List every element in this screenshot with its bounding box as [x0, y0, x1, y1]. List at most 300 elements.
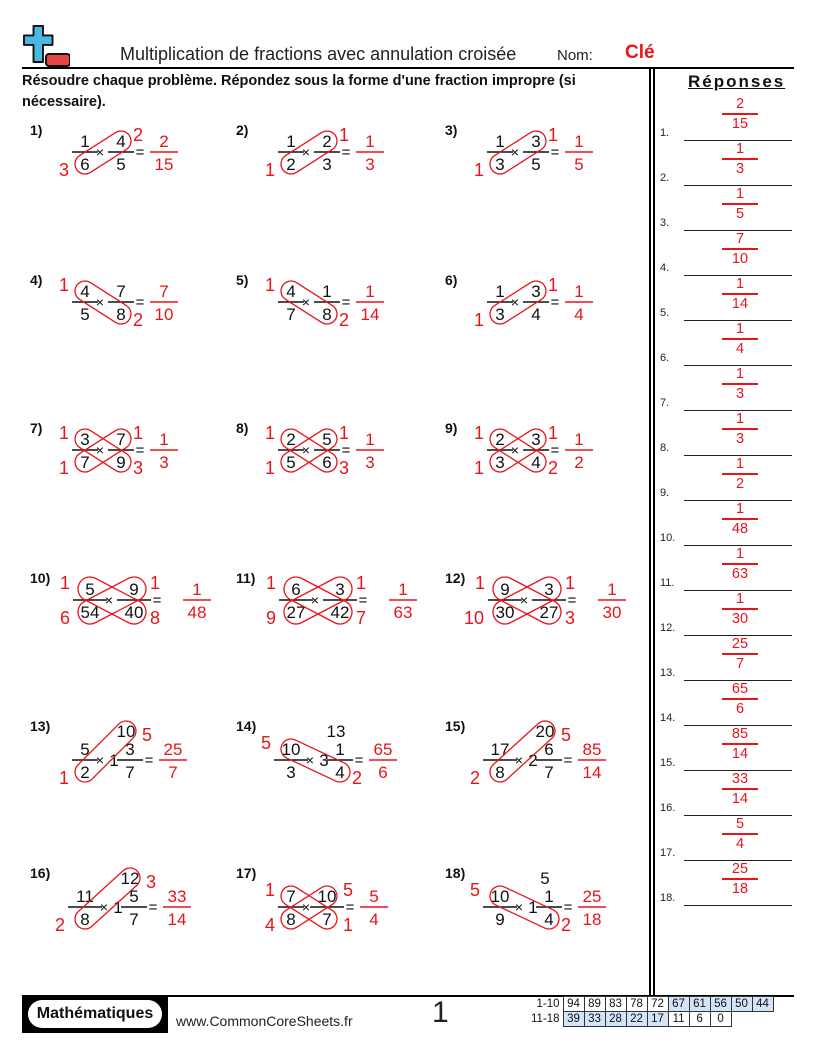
problem: [445, 272, 645, 372]
svg-text:10: 10: [281, 740, 301, 759]
answer-number: 18.: [660, 892, 676, 904]
problem-number: 4): [30, 272, 43, 288]
svg-text:2: 2: [286, 430, 296, 449]
svg-text:=: =: [550, 442, 560, 459]
svg-text:×: ×: [95, 442, 105, 458]
answer-number: 2.: [660, 172, 670, 184]
problem: [236, 865, 436, 965]
svg-text:5: 5: [80, 305, 90, 324]
problem-number: 11): [236, 570, 256, 586]
score-range-label: 1-10: [536, 998, 560, 1010]
svg-text:1: 1: [286, 132, 296, 151]
fraction-bar: [722, 653, 758, 655]
answer-number: 12.: [660, 622, 676, 634]
name-value: Clé: [625, 42, 655, 63]
problem: [30, 570, 230, 670]
svg-text:30: 30: [495, 603, 515, 622]
svg-text:12: 12: [120, 869, 140, 888]
answer-numerator: 1: [735, 501, 745, 517]
svg-text:5: 5: [141, 725, 153, 745]
answer-denominator: 2: [735, 475, 745, 492]
svg-text:7: 7: [286, 887, 296, 906]
score-cell: 78: [626, 997, 647, 1012]
score-cell: 83: [605, 997, 626, 1012]
answer-numerator: 25: [731, 636, 749, 652]
svg-text:4: 4: [369, 910, 379, 929]
svg-text:×: ×: [301, 442, 311, 458]
svg-text:10: 10: [116, 722, 136, 741]
answer-denominator: 14: [731, 745, 749, 762]
answer-fraction: [720, 771, 760, 807]
svg-text:1: 1: [335, 740, 345, 759]
svg-text:14: 14: [167, 910, 187, 929]
svg-text:=: =: [341, 442, 351, 459]
fraction-bar: [722, 743, 758, 745]
svg-text:14: 14: [360, 305, 380, 324]
score-cell: 0: [710, 1012, 731, 1027]
answer-number: 5.: [660, 307, 670, 319]
svg-text:10: 10: [154, 305, 174, 324]
score-row: [528, 997, 773, 1012]
answer-numerator: 1: [735, 141, 745, 157]
answer-row: [660, 321, 792, 366]
problem-number: 8): [236, 420, 249, 436]
problem: [236, 570, 436, 670]
answer-numerator: 85: [731, 726, 749, 742]
fraction-bar: [722, 563, 758, 565]
answer-numerator: 1: [735, 366, 745, 382]
answer-numerator: 1: [735, 411, 745, 427]
answer-fraction: [720, 186, 760, 222]
header-divider: [22, 67, 794, 69]
svg-text:4: 4: [286, 282, 296, 301]
svg-text:3: 3: [564, 608, 576, 628]
svg-text:6: 6: [291, 580, 301, 599]
svg-text:1: 1: [58, 275, 70, 295]
fraction-bar: [722, 473, 758, 475]
svg-text:30: 30: [602, 603, 622, 622]
problem-number: 18): [445, 865, 466, 881]
answer-denominator: 7: [735, 655, 745, 672]
svg-text:3: 3: [159, 453, 169, 472]
problem-expression: [445, 122, 645, 222]
problem-number: 12): [445, 570, 466, 586]
svg-text:6: 6: [544, 740, 554, 759]
problem-number: 6): [445, 272, 458, 288]
answer-row: [660, 681, 792, 726]
svg-text:×: ×: [99, 899, 109, 915]
svg-text:1: 1: [192, 580, 202, 599]
plus-minus-logo-icon: [22, 20, 70, 68]
svg-text:5: 5: [560, 725, 572, 745]
answer-number: 1.: [660, 127, 670, 139]
answer-denominator: 6: [735, 700, 745, 717]
score-cell: 61: [689, 997, 710, 1012]
svg-text:1: 1: [338, 125, 350, 145]
svg-text:27: 27: [286, 603, 306, 622]
svg-text:2: 2: [351, 768, 363, 788]
svg-text:3: 3: [531, 132, 541, 151]
svg-text:2: 2: [547, 458, 559, 478]
answer-line: [684, 905, 792, 907]
svg-text:14: 14: [582, 763, 602, 782]
svg-text:7: 7: [159, 282, 169, 301]
svg-text:1: 1: [547, 275, 559, 295]
svg-text:33: 33: [167, 887, 187, 906]
svg-text:54: 54: [80, 603, 100, 622]
svg-text:3: 3: [495, 305, 505, 324]
svg-text:6: 6: [80, 155, 90, 174]
answer-fraction: [720, 726, 760, 762]
problem: [30, 272, 230, 372]
problem: [445, 122, 645, 222]
svg-text:2: 2: [286, 155, 296, 174]
fraction-bar: [722, 698, 758, 700]
svg-text:7: 7: [286, 305, 296, 324]
svg-text:1: 1: [473, 423, 485, 443]
page-number: 1: [432, 996, 449, 1029]
problem-expression: [30, 272, 230, 372]
score-cell: 50: [731, 997, 752, 1012]
svg-text:5: 5: [540, 869, 550, 888]
svg-text:7: 7: [116, 282, 126, 301]
score-cell: 22: [626, 1012, 647, 1027]
answer-fraction: [720, 861, 760, 897]
svg-text:2: 2: [322, 132, 332, 151]
answer-number: 9.: [660, 487, 670, 499]
svg-text:×: ×: [95, 144, 105, 160]
score-cell: 44: [752, 997, 773, 1012]
problem-number: 9): [445, 420, 458, 436]
problem-expression: [236, 122, 436, 222]
answer-row: [660, 501, 792, 546]
answer-fraction: [720, 366, 760, 402]
svg-text:1: 1: [322, 282, 332, 301]
svg-text:1: 1: [342, 915, 354, 935]
svg-text:4: 4: [335, 763, 345, 782]
svg-text:=: =: [152, 592, 162, 609]
answer-number: 4.: [660, 262, 670, 274]
problem-expression: [236, 718, 436, 818]
answer-denominator: 30: [731, 610, 749, 627]
answer-fraction: [720, 231, 760, 267]
svg-text:1: 1: [109, 751, 119, 770]
svg-text:=: =: [135, 442, 145, 459]
answer-row: [660, 141, 792, 186]
svg-text:=: =: [144, 752, 154, 769]
score-table: [528, 996, 774, 1027]
score-cell: 89: [584, 997, 605, 1012]
svg-text:8: 8: [80, 910, 90, 929]
svg-text:1: 1: [58, 458, 70, 478]
problem: [30, 865, 230, 965]
svg-text:×: ×: [510, 442, 520, 458]
svg-text:6: 6: [59, 608, 71, 628]
answer-numerator: 25: [731, 861, 749, 877]
svg-text:1: 1: [544, 887, 554, 906]
problem-expression: [236, 570, 436, 670]
answer-row: [660, 771, 792, 816]
svg-text:7: 7: [116, 430, 126, 449]
svg-text:1: 1: [398, 580, 408, 599]
svg-text:1: 1: [365, 430, 375, 449]
svg-text:=: =: [354, 752, 364, 769]
problem-number: 3): [445, 122, 458, 138]
answer-fraction: [720, 276, 760, 312]
score-cell: 17: [647, 1012, 668, 1027]
answer-numerator: 1: [735, 321, 745, 337]
answer-row: [660, 411, 792, 456]
score-cell: 67: [668, 997, 689, 1012]
problem-number: 15): [445, 718, 466, 734]
fraction-bar: [722, 383, 758, 385]
svg-text:3: 3: [80, 430, 90, 449]
svg-text:×: ×: [510, 144, 520, 160]
answer-numerator: 33: [731, 771, 749, 787]
svg-text:2: 2: [528, 751, 538, 770]
svg-text:1: 1: [474, 573, 486, 593]
svg-text:5: 5: [322, 430, 332, 449]
svg-text:=: =: [550, 294, 560, 311]
answer-numerator: 1: [735, 456, 745, 472]
svg-text:9: 9: [116, 453, 126, 472]
svg-text:=: =: [567, 592, 577, 609]
answer-numerator: 7: [735, 231, 745, 247]
svg-text:2: 2: [495, 430, 505, 449]
worksheet-title: Multiplication de fractions avec annulation croisée: [120, 44, 517, 64]
svg-text:5: 5: [260, 733, 272, 753]
answer-denominator: 10: [731, 250, 749, 267]
problem-expression: [236, 420, 436, 520]
svg-text:1: 1: [264, 880, 276, 900]
fraction-bar: [722, 833, 758, 835]
score-cell: 33: [584, 1012, 605, 1027]
svg-text:6: 6: [322, 453, 332, 472]
svg-text:1: 1: [159, 430, 169, 449]
svg-text:5: 5: [369, 887, 379, 906]
answer-fraction: [720, 681, 760, 717]
answer-number: 17.: [660, 847, 676, 859]
svg-text:4: 4: [531, 453, 541, 472]
svg-text:1: 1: [473, 160, 485, 180]
svg-text:=: =: [135, 294, 145, 311]
svg-text:5: 5: [129, 887, 139, 906]
svg-text:5: 5: [116, 155, 126, 174]
answer-number: 10.: [660, 532, 676, 544]
svg-text:×: ×: [310, 592, 320, 608]
answer-numerator: 1: [735, 591, 745, 607]
answer-row: [660, 816, 792, 861]
svg-text:1: 1: [264, 275, 276, 295]
svg-text:=: =: [135, 144, 145, 161]
score-cell: 6: [689, 1012, 710, 1027]
answer-row: [660, 231, 792, 276]
answers-title: Réponses: [688, 72, 786, 91]
answer-denominator: 15: [731, 115, 749, 132]
score-cell: 39: [563, 1012, 584, 1027]
answer-numerator: 1: [735, 546, 745, 562]
svg-text:10: 10: [317, 887, 337, 906]
problem: [445, 865, 645, 965]
problem: [30, 718, 230, 818]
answer-fraction: [720, 456, 760, 492]
instructions: Résoudre chaque problème. Répondez sous la forme d'une fraction impropre (si nécessaire).: [22, 73, 576, 110]
problem-expression: [445, 718, 645, 818]
answer-number: 16.: [660, 802, 676, 814]
svg-text:2: 2: [132, 125, 144, 145]
fraction-bar: [722, 293, 758, 295]
svg-text:×: ×: [514, 752, 524, 768]
score-cell: 56: [710, 997, 731, 1012]
fraction-bar: [722, 248, 758, 250]
svg-text:3: 3: [338, 458, 350, 478]
svg-text:25: 25: [163, 740, 183, 759]
svg-text:9: 9: [500, 580, 510, 599]
svg-text:8: 8: [286, 910, 296, 929]
problem-number: 1): [30, 122, 43, 138]
answer-row: [660, 591, 792, 636]
answer-number: 13.: [660, 667, 676, 679]
problem: [445, 420, 645, 520]
column-divider: [649, 68, 651, 996]
answer-denominator: 14: [731, 295, 749, 312]
answer-fraction: [720, 321, 760, 357]
answer-number: 14.: [660, 712, 676, 724]
svg-text:=: =: [550, 144, 560, 161]
fraction-bar: [722, 158, 758, 160]
svg-text:17: 17: [490, 740, 510, 759]
svg-text:1: 1: [58, 423, 70, 443]
answer-number: 3.: [660, 217, 670, 229]
svg-text:3: 3: [319, 751, 329, 770]
problem-number: 5): [236, 272, 249, 288]
svg-text:3: 3: [365, 155, 375, 174]
svg-text:4: 4: [544, 910, 554, 929]
problem-expression: [30, 420, 230, 520]
problem: [236, 718, 436, 818]
svg-text:9: 9: [495, 910, 505, 929]
svg-text:7: 7: [544, 763, 554, 782]
svg-text:9: 9: [265, 608, 277, 628]
score-range-label: 11-18: [531, 1013, 560, 1025]
problem-expression: [236, 865, 436, 965]
svg-text:5: 5: [85, 580, 95, 599]
svg-text:2: 2: [469, 768, 481, 788]
answer-row: [660, 726, 792, 771]
svg-text:1: 1: [365, 282, 375, 301]
svg-text:8: 8: [149, 608, 161, 628]
answer-denominator: 63: [731, 565, 749, 582]
answer-fraction: [720, 816, 760, 852]
svg-text:1: 1: [574, 132, 584, 151]
svg-text:5: 5: [80, 740, 90, 759]
svg-text:2: 2: [338, 310, 350, 330]
svg-text:3: 3: [544, 580, 554, 599]
svg-text:=: =: [341, 144, 351, 161]
svg-text:6: 6: [378, 763, 388, 782]
svg-text:3: 3: [531, 282, 541, 301]
answer-denominator: 3: [735, 385, 745, 402]
answer-row: [660, 366, 792, 411]
svg-text:×: ×: [104, 592, 114, 608]
svg-text:3: 3: [531, 430, 541, 449]
score-cell: 28: [605, 1012, 626, 1027]
svg-text:=: =: [358, 592, 368, 609]
answer-number: 8.: [660, 442, 670, 454]
answer-number: 15.: [660, 757, 676, 769]
answer-row: [660, 861, 792, 906]
svg-text:4: 4: [264, 915, 276, 935]
svg-text:1: 1: [355, 573, 367, 593]
svg-text:1: 1: [80, 132, 90, 151]
svg-text:2: 2: [574, 453, 584, 472]
svg-text:1: 1: [132, 423, 144, 443]
svg-text:1: 1: [59, 573, 71, 593]
svg-text:5: 5: [342, 880, 354, 900]
column-divider: [653, 68, 655, 996]
svg-text:4: 4: [574, 305, 584, 324]
answer-row: [660, 96, 792, 141]
svg-text:42: 42: [330, 603, 350, 622]
problem: [236, 420, 436, 520]
svg-text:4: 4: [531, 305, 541, 324]
problem: [30, 420, 230, 520]
answer-numerator: 5: [735, 816, 745, 832]
problem-number: 10): [30, 570, 51, 586]
svg-text:20: 20: [535, 722, 555, 741]
answer-numerator: 1: [735, 276, 745, 292]
fraction-bar: [722, 518, 758, 520]
svg-text:10: 10: [490, 887, 510, 906]
svg-text:=: =: [563, 899, 573, 916]
site-url: www.CommonCoreSheets.fr: [176, 1013, 353, 1029]
svg-text:1: 1: [365, 132, 375, 151]
svg-text:11: 11: [76, 887, 94, 906]
fraction-bar: [722, 113, 758, 115]
answer-denominator: 3: [735, 160, 745, 177]
svg-text:×: ×: [305, 752, 315, 768]
problem-expression: [445, 420, 645, 520]
svg-text:1: 1: [547, 423, 559, 443]
svg-text:=: =: [341, 294, 351, 311]
svg-text:2: 2: [80, 763, 90, 782]
svg-text:4: 4: [80, 282, 90, 301]
svg-text:7: 7: [125, 763, 135, 782]
svg-text:1: 1: [265, 573, 277, 593]
svg-text:×: ×: [510, 294, 520, 310]
answer-fraction: [720, 501, 760, 537]
svg-text:1: 1: [564, 573, 576, 593]
svg-text:7: 7: [322, 910, 332, 929]
answer-row: [660, 456, 792, 501]
svg-text:48: 48: [187, 603, 207, 622]
svg-text:25: 25: [582, 887, 602, 906]
problem: [30, 122, 230, 222]
problem-expression: [445, 865, 645, 965]
answer-denominator: 3: [735, 430, 745, 447]
fraction-bar: [722, 203, 758, 205]
svg-text:8: 8: [495, 763, 505, 782]
svg-text:3: 3: [495, 453, 505, 472]
answer-row: [660, 546, 792, 591]
svg-text:3: 3: [335, 580, 345, 599]
score-cell: 94: [563, 997, 584, 1012]
problem-number: 2): [236, 122, 249, 138]
svg-text:3: 3: [125, 740, 135, 759]
svg-text:1: 1: [574, 282, 584, 301]
svg-text:1: 1: [58, 768, 70, 788]
svg-text:3: 3: [145, 872, 157, 892]
